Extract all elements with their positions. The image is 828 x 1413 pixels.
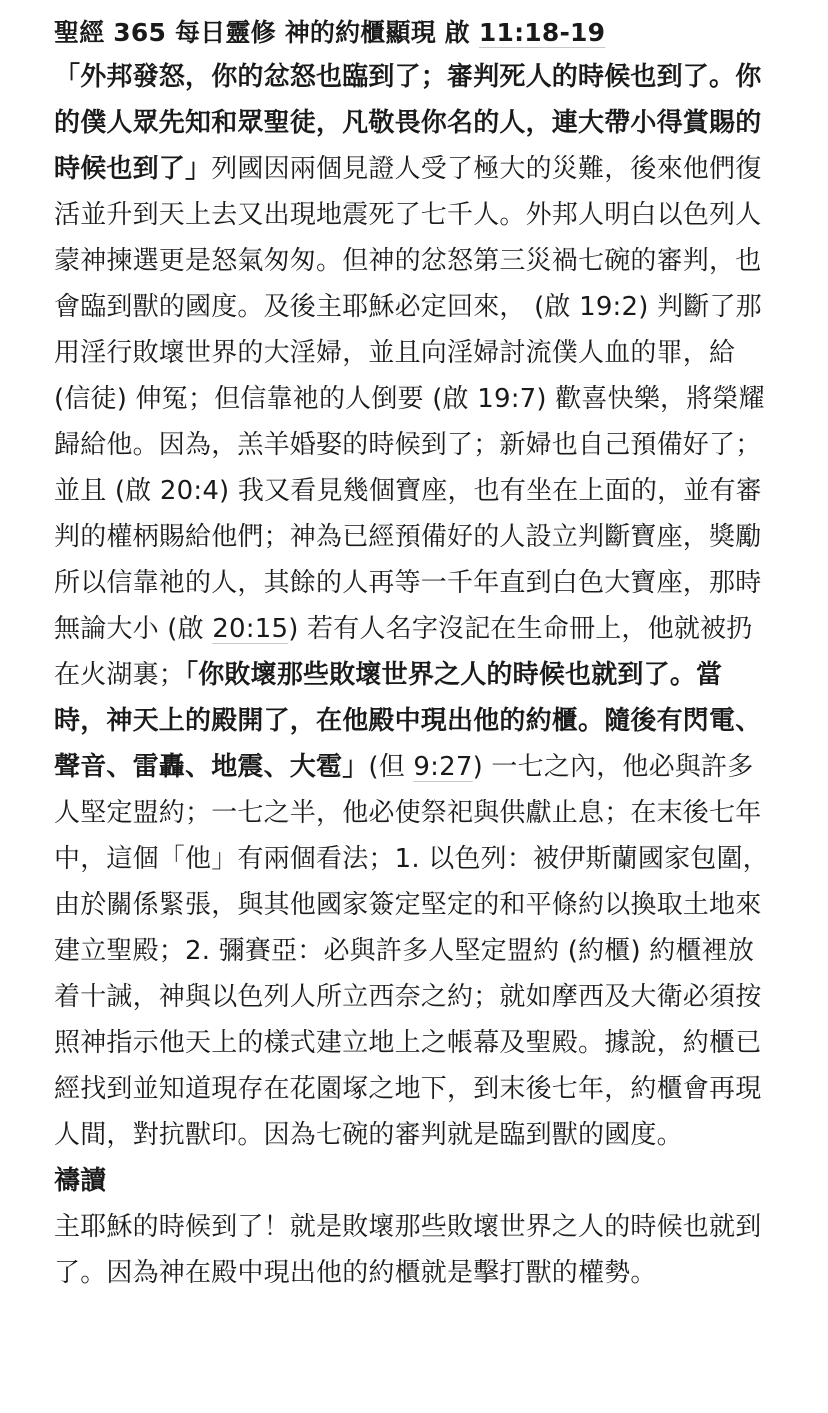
title-text: 聖經 365 每日靈修 神的約櫃顯現 啟 [54, 18, 479, 47]
commentary-text-3: ) 一七之內，他必與許多人堅定盟約；一七之半，他必使祭祀與供獻止息；在末後七年中，這個「他」有兩個看法；1. 以色列：被伊斯蘭國家包圍，由於關係緊張，與其他國家簽定堅定的和平條約以換取土地來建立聖殿；2. 彌賽亞：必與許多人堅定盟約 (約櫃) 約櫃裡放着十誡，神與以色列人所立西奈之約；就如摩西及大衛必須按照神指示他天上的樣式建立地上之帳幕及聖殿。據說，約櫃已經找到並知道現存在花園塚之地下，到末後七年，約櫃會再現人間，對抗獸印。因為七碗的審判就是臨到獸的國度。 [54, 752, 769, 1150]
commentary-text-1: 列國因兩個見證人受了極大的災難，後來他們復活並升到天上去又出現地震死了七千人。外邦人明白以色列人蒙神揀選更是怒氣匆匆。但神的忿怒第三災禍七碗的審判，也會臨到獸的國度。及後主耶穌必定回來， (啟 19:2) 判斷了那用淫行敗壞世界的大淫婦，並且向淫婦討流僕人血的罪，給 (信徒) 伸冤；但信靠祂的人倒要 (啟 19:7) 歡喜快樂，將榮耀歸給他。因為，羔羊婚娶的時候到了；新婦也自己預備好了；並且 (啟 20:4) 我又看見幾個寶座，也有坐在上面的，並有審判的權柄賜給他們；神為已經預備好的人設立判斷寶座，獎勵所以信靠祂的人，其餘的人再等一千年直到白色大寶座，那時無論大小 (啟 [54, 154, 765, 644]
prayer-heading: 禱讀 [54, 1166, 107, 1196]
page-title [54, 12, 770, 54]
scripture-quote-1: 「外邦發怒，你的忿怒也臨到了；審判死人的時候也到了。你的僕人眾先知和眾聖徒，凡敬畏你名的人，連大帶小得賞賜的時候也到了」 [54, 62, 762, 184]
commentary-text-3-prefix: (但 [368, 752, 414, 782]
devotional-body [54, 54, 770, 1158]
commentary-text-2: ) 若有人名字沒記在生命冊上，他就被扔在火湖裏； [54, 614, 753, 690]
scripture-reference-link[interactable]: 9:27 [413, 752, 473, 782]
prayer-text: 主耶穌的時候到了！就是敗壞那些敗壞世界之人的時候也就到了。因為神在殿中現出他的約櫃就是擊打獸的權勢。 [54, 1212, 762, 1288]
devotional-page [54, 12, 770, 1296]
scripture-reference-link[interactable]: 11:18-19 [478, 18, 606, 47]
scripture-quote-2: 「你敗壞那些敗壞世界之人的時候也就到了。當時，神天上的殿開了，在他殿中現出他的約櫃。隨後有閃電、聲音、雷轟、地震、大雹」 [54, 660, 762, 782]
scripture-reference-link[interactable]: 20:15 [212, 614, 289, 644]
